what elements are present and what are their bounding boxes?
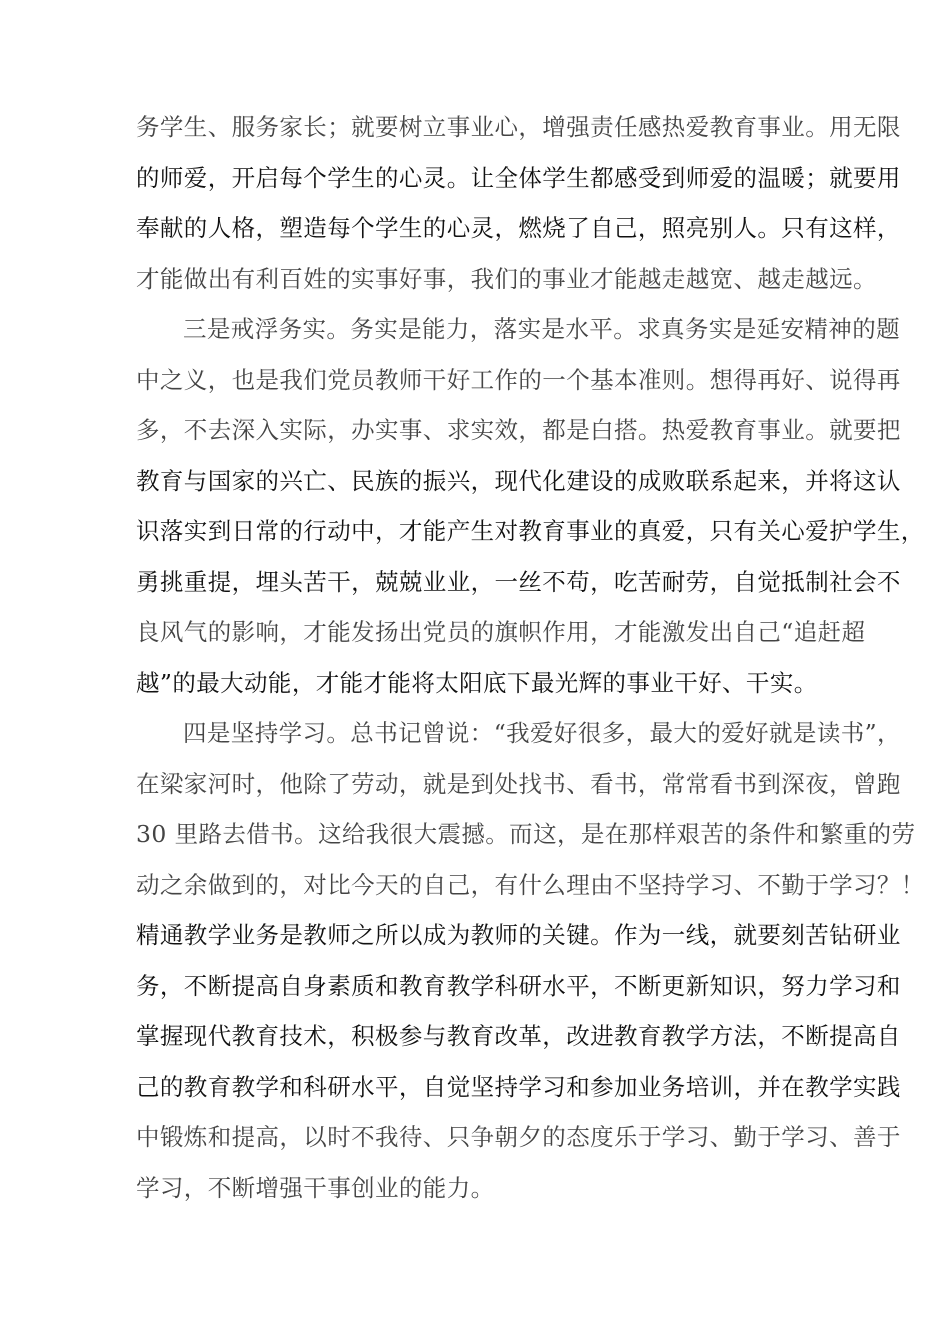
document-body [136, 102, 925, 1213]
paragraph-line: 三是戒浮务实。务实是能力，落实是水平。求真务实是延安精神的题 [183, 315, 900, 343]
paragraph-line: 的师爱，开启每个学生的心灵。让全体学生都感受到师爱的温暖；就要用 [136, 163, 901, 192]
paragraph-1 [136, 102, 901, 304]
paragraph-line: 四是坚持学习。总书记曾说：“我爱好很多，最大的爱好就是读书”， [183, 719, 901, 747]
paragraph-line: 动之余做到的，对比今天的自己，有什么理由不坚持学习、不勤于学习？！ [136, 870, 925, 899]
paragraph-line: 奉献的人格，塑造每个学生的心灵，燃烧了自己，照亮别人。只有这样， [136, 214, 901, 242]
paragraph-2 [136, 304, 925, 708]
paragraph-line: 才能做出有利百姓的实事好事，我们的事业才能越走越宽、越走越远。 [136, 264, 877, 293]
paragraph-line: 中锻炼和提高，以时不我待、只争朝夕的态度乐于学习、勤于学习、善于 [136, 1123, 901, 1151]
paragraph-line: 掌握现代教育技术，积极参与教育改革，改进教育教学方法，不断提高自 [136, 1022, 901, 1050]
paragraph-line: 务，不断提高自身素质和教育教学科研水平，不断更新知识，努力学习和 [136, 971, 901, 1000]
paragraph-line: 精通教学业务是教师之所以成为教师的关键。作为一线，就要刻苦钻研业 [136, 921, 901, 949]
paragraph-line: 良风气的影响，才能发扬出党员的旗帜作用，才能激发出自己“追赶超 [136, 618, 866, 646]
paragraph-line: 己的教育教学和科研水平，自觉坚持学习和参加业务培训，并在教学实践 [136, 1072, 901, 1101]
paragraph-line: 学习，不断增强干事创业的能力。 [136, 1173, 495, 1202]
paragraph-line: 中之义，也是我们党员教师干好工作的一个基本准则。想得再好、说得再 [136, 365, 901, 394]
paragraph-line: 30 里路去借书。这给我很大震撼。而这，是在那样艰苦的条件和繁重的劳 [136, 820, 916, 848]
paragraph-line: 越”的最大动能，才能才能将太阳底下最光辉的事业干好、干实。 [136, 668, 818, 697]
paragraph-line: 务学生、服务家长；就要树立事业心，增强责任感热爱教育事业。用无限 [136, 113, 901, 141]
paragraph-3 [136, 708, 925, 1213]
paragraph-line: 识落实到日常的行动中，才能产生对教育事业的真爱，只有关心爱护学生， [136, 517, 925, 545]
paragraph-line: 教育与国家的兴亡、民族的振兴，现代化建设的成败联系起来，并将这认 [136, 466, 901, 495]
paragraph-line: 在梁家河时，他除了劳动，就是到处找书、看书，常常看书到深夜，曾跑 [136, 769, 901, 798]
paragraph-line: 多，不去深入实际，办实事、求实效，都是白搭。热爱教育事业。就要把 [136, 416, 901, 444]
paragraph-line: 勇挑重提，埋头苦干，兢兢业业，一丝不苟，吃苦耐劳，自觉抵制社会不 [136, 567, 901, 596]
